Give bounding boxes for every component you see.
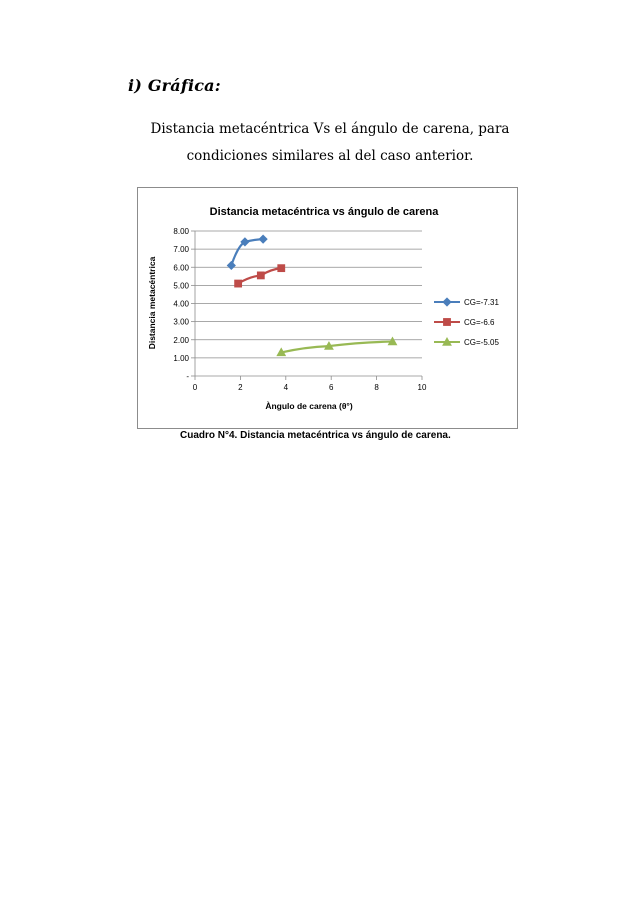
- data-point: [235, 280, 242, 287]
- gridlines: [195, 231, 422, 358]
- y-tick-label: 6.00: [173, 263, 189, 273]
- legend-label: CG=-5.05: [464, 338, 499, 347]
- x-tick-label: 4: [283, 383, 289, 392]
- tick-labels: [173, 227, 427, 392]
- figure-caption: Cuadro N°4. Distancia metacéntrica vs ángulo de carena.: [180, 430, 451, 441]
- data-point: [257, 272, 264, 279]
- legend-label: CG=-6.6: [464, 318, 495, 327]
- data-point: [227, 261, 235, 269]
- y-axis-label: Distancia metacéntrica: [147, 256, 157, 350]
- chart-title: Distancia metacéntrica vs ángulo de carena: [209, 206, 439, 218]
- y-tick-label: 2.00: [173, 335, 189, 345]
- legend: [434, 298, 499, 347]
- x-tick-label: 8: [374, 383, 379, 392]
- x-tick-label: 6: [328, 383, 334, 392]
- legend-label: CG=-7.31: [464, 298, 499, 307]
- x-axis-label: Àngulo de carena (θ°): [265, 401, 353, 411]
- chart-frame: [137, 187, 518, 429]
- legend-marker: [443, 298, 451, 306]
- intro-text-line-1: Distancia metacéntrica Vs el ángulo de carena, para: [150, 121, 510, 137]
- data-point: [259, 235, 267, 243]
- section-heading: i) Gráfica:: [128, 76, 221, 95]
- series-line-3: [281, 342, 392, 353]
- y-tick-label: 5.00: [173, 281, 189, 291]
- data-point: [278, 265, 285, 272]
- x-tick-label: 10: [417, 383, 427, 392]
- chart: [138, 188, 519, 430]
- y-tick-label: 7.00: [173, 245, 189, 255]
- legend-marker: [443, 318, 450, 325]
- intro-text-line-2: condiciones similares al del caso anterior.: [186, 148, 474, 164]
- x-tick-label: 2: [238, 383, 243, 392]
- y-tick-label: 8.00: [173, 227, 189, 236]
- x-tick-label: 0: [192, 383, 198, 392]
- y-tick-label: -: [186, 372, 189, 381]
- y-tick-label: 1.00: [173, 353, 189, 363]
- y-tick-label: 3.00: [173, 317, 189, 327]
- data-series: [227, 235, 397, 356]
- y-tick-label: 4.00: [173, 299, 189, 309]
